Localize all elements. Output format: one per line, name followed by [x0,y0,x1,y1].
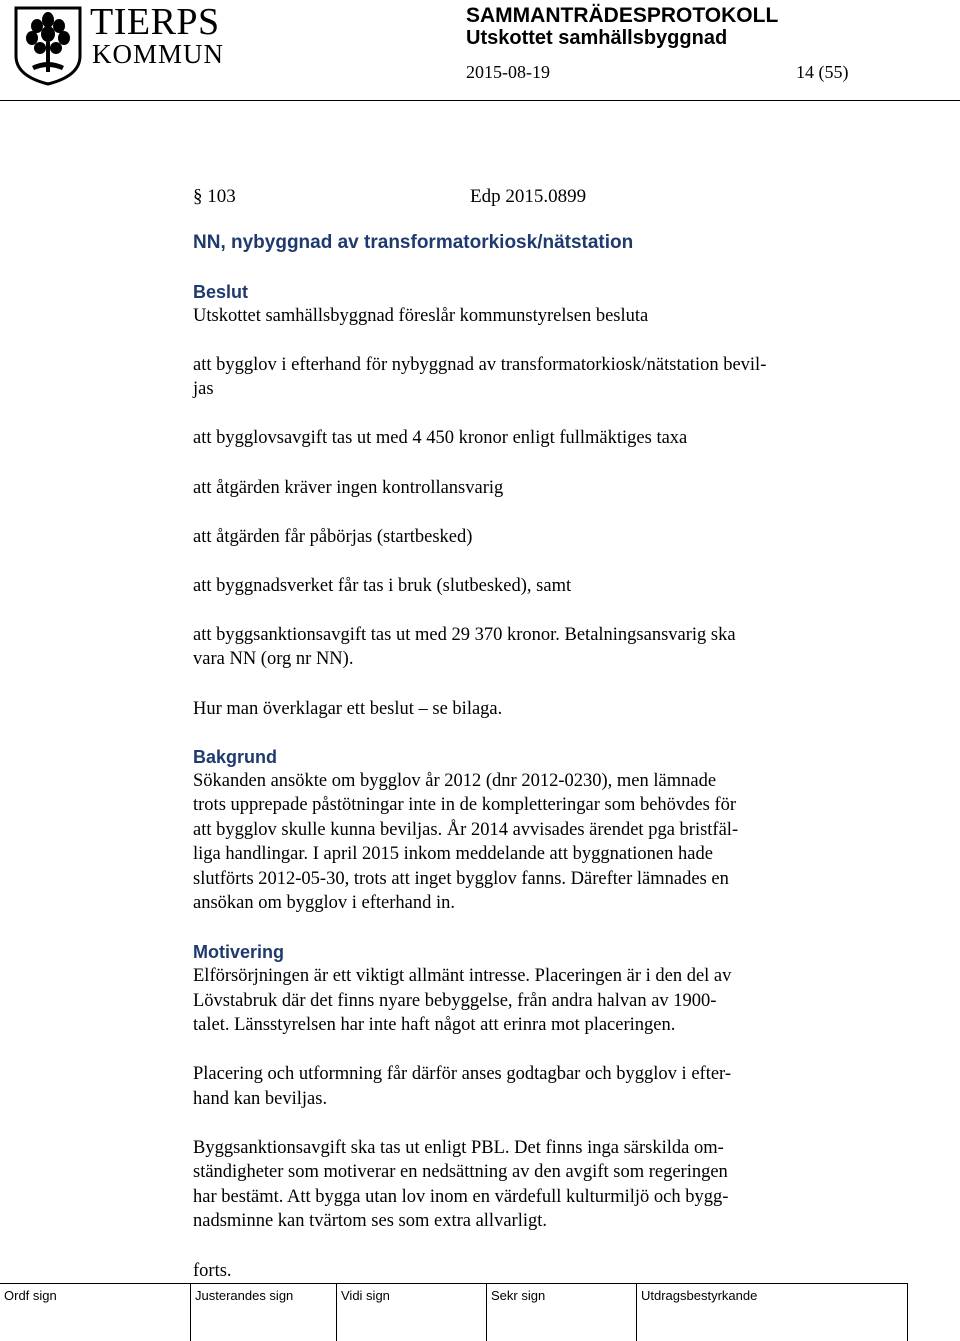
bakgrund-line: slutförts 2012-05-30, trots att inget bygglov fanns. Därefter lämnades en [193,869,729,889]
motivering-line: hand kan beviljas. [193,1089,328,1109]
sign-box-sekr [486,1283,636,1341]
bakgrund-line: ansökan om bygglov i efterhand in. [193,893,456,913]
section-number: § 103 [193,186,236,207]
continued-marker: forts. [193,1261,232,1281]
beslut-heading: Beslut [193,282,249,302]
sign-label-sekr: Sekr sign [491,1288,546,1303]
motivering-line: Elförsörjningen är ett viktigt allmänt intresse. Placeringen är i den del av [193,966,732,986]
sign-box-vidi [336,1283,486,1341]
motivering-line: Placering och utformning får därför anses godtagbar och bygglov i efter- [193,1064,731,1084]
motivering-line: nadsminne kan tvärtom ses som extra allvarligt. [193,1211,547,1231]
motivering-heading: Motivering [193,942,285,962]
sign-label-utdrag: Utdragsbestyrkande [641,1288,758,1303]
document-type: SAMMANTRÄDESPROTOKOLL [466,4,779,27]
motivering-line: ständigheter som motiverar en nedsättning av den avgift som regeringen [193,1162,728,1182]
sign-box-utdrag [636,1283,908,1341]
sign-box-ordf [0,1283,190,1341]
decision-clause-cont: vara NN (org nr NN). [193,649,354,669]
beslut-intro: Utskottet samhällsbyggnad föreslår kommunstyrelsen besluta [193,306,649,326]
appeal-note: Hur man överklagar ett beslut – se bilaga. [193,699,503,719]
sign-label-ordf: Ordf sign [4,1288,57,1303]
logo-wordmark-tierps: TIERPS [90,1,220,43]
decision-clause: att bygglov i efterhand för nybyggnad av transformatorkiosk/nätstation bevil- [193,355,767,375]
sign-box-justerandes [190,1283,336,1341]
bakgrund-line: att bygglov skulle kunna beviljas. År 2014 avvisades ärendet pga bristfäl- [193,820,739,840]
decision-clause: att bygglovsavgift tas ut med 4 450 kronor enligt fullmäktiges taxa [193,428,688,448]
motivering-line: talet. Länsstyrelsen har inte haft något att erinra mot placeringen. [193,1015,676,1035]
decision-clause: att byggsanktionsavgift tas ut med 29 370 kronor. Betalningsansvarig ska [193,625,736,645]
bakgrund-line: liga handlingar. I april 2015 inkom meddelande att byggnationen hade [193,844,713,864]
item-title: NN, nybyggnad av transformatorkiosk/nätstation [193,232,634,253]
decision-clause: att åtgärden får påbörjas (startbesked) [193,527,473,547]
motivering-line: Lövstabruk där det finns nyare bebyggelse, från andra halvan av 1900- [193,991,717,1011]
sign-label-justerandes: Justerandes sign [195,1288,294,1303]
page-number: 14 (55) [796,62,849,82]
bakgrund-heading: Bakgrund [193,747,278,767]
bakgrund-line: Sökanden ansökte om bygglov år 2012 (dnr 2012-0230), men lämnade [193,771,717,791]
sign-label-vidi: Vidi sign [341,1288,390,1303]
logo-wordmark-kommun: KOMMUN [92,39,225,69]
meeting-date: 2015-08-19 [466,62,550,82]
case-number: Edp 2015.0899 [470,186,587,207]
motivering-line: har bestämt. Att bygga utan lov inom en värdefull kulturmiljö och bygg- [193,1187,729,1207]
municipality-emblem-icon [12,4,84,86]
motivering-line: Byggsanktionsavgift ska tas ut enligt PBL. Det finns inga särskilda om- [193,1138,724,1158]
decision-clause-cont: jas [193,379,214,399]
header-divider [0,100,960,101]
decision-clause: att byggnadsverket får tas i bruk (slutbesked), samt [193,576,572,596]
committee-name: Utskottet samhällsbyggnad [466,27,728,49]
decision-clause: att åtgärden kräver ingen kontrollansvarig [193,478,504,498]
bakgrund-line: trots upprepade påstötningar inte in de kompletteringar som behövdes för [193,795,737,815]
